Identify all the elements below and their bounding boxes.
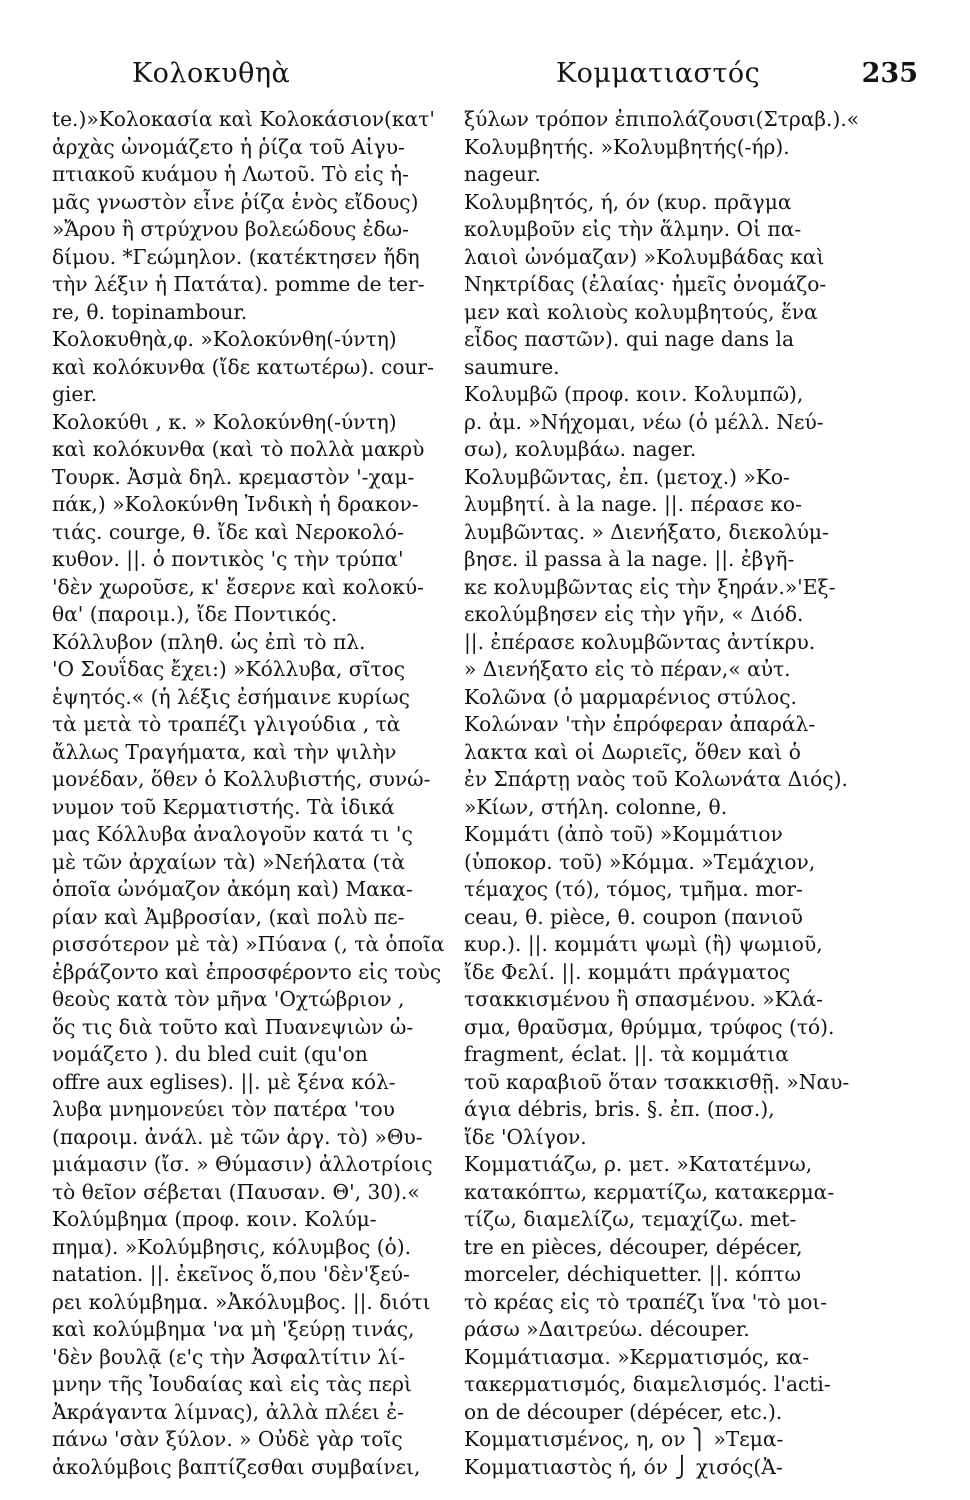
- text-line: morceler, déchiquetter. ||. κόπτω: [464, 1262, 801, 1286]
- text-line: καὶ κολόκυνθα (καὶ τὸ πολλὰ μακρὺ: [52, 437, 425, 461]
- text-line: σμα, θραῦσμα, θρύμμα, τρύφος (τό).: [464, 1014, 835, 1039]
- text-line: ἑψητός.« (ἡ λέξις ἐσήμαινε κυρίως: [52, 684, 410, 709]
- text-line: Κομματισμένος, η, ον ⎫ »Τεμα-: [464, 1427, 784, 1451]
- text-line: τὴν λέξιν ἡ Πατάτα). pomme de ter-: [52, 272, 425, 296]
- text-line: Κολοκύθι , κ. » Κολοκύνθη(-ύντη): [52, 409, 397, 434]
- text-line: ρ. ἀμ. »Νήχομαι, νέω (ὁ μέλλ. Νεύ-: [464, 409, 824, 434]
- text-line: τσακκισμένου ἢ σπασμένου. »Κλά-: [464, 987, 823, 1011]
- text-line: κατακόπτω, κερματίζω, κατακερμα-: [464, 1179, 835, 1204]
- text-line: Κολυμβῶντας, ἐπ. (μετοχ.) »Κο-: [464, 464, 790, 489]
- text-line: θεοὺς κατὰ τὸν μῆνα 'Οχτώβριον ,: [52, 987, 405, 1011]
- text-line: νομάζετο ). du bled cuit (qu'on: [52, 1042, 368, 1066]
- text-line: 'Ο Σουΐδας ἔχει:) »Κόλλυβα, σῖτος: [52, 657, 406, 681]
- text-line: Κομμάτι (ἀπὸ τοῦ) »Κομμάτιον: [464, 822, 783, 846]
- text-line: ρισσότερον μὲ τὰ) »Πύανα (, τὰ ὁποῖα: [52, 932, 445, 956]
- text-line: ||. ἐπέρασε κολυμβῶντας ἀντίκρυ.: [464, 629, 816, 654]
- text-line: nageur.: [464, 162, 541, 186]
- text-line: Κολύμβημα (προφ. κοιν. Κολύμ-: [52, 1207, 377, 1231]
- text-line: λαιοὶ ὠνόμαζαν) »Κολυμβάδας καὶ: [464, 244, 825, 269]
- text-line: on de découper (dépécer, etc.).: [464, 1399, 783, 1424]
- text-line: Κολοκυθηὰ,φ. »Κολοκύνθη(-ύντη): [52, 327, 397, 351]
- text-line: τὸ θεῖον σέβεται (Παυσαν. Θ', 30).«: [52, 1179, 420, 1204]
- text-line: πτιακοῦ κυάμου ἡ Λωτοῦ. Τὸ εἰς ἡ-: [52, 162, 409, 186]
- text-line: » Διενήξατο εἰς τὸ πέραν,« αὐτ.: [464, 657, 791, 681]
- text-line: λυμβῶντας. » Διενήξατο, διεκολύμ-: [464, 519, 829, 544]
- text-line: ὅς τις διὰ τοῦτο καὶ Πυανεψιὼν ὠ-: [52, 1014, 414, 1039]
- text-line: ξύλων τρόπον ἐπιπολάζουσι(Στραβ.).«: [464, 107, 860, 131]
- text-line: τιάς. courge, θ. ἴδε καὶ Νεροκολό-: [52, 519, 404, 544]
- text-line: πάκ,) »Κολοκύνθη Ἰνδικὴ ἡ δρακον-: [52, 492, 419, 516]
- text-line: ἐβράζοντο καὶ ἐπροσφέροντο εἰς τοὺς: [52, 959, 442, 984]
- text-line: ἄλλως Τραγήματα, καὶ τὴν ψιλὴν: [52, 739, 397, 764]
- text-line: ceau, θ. pièce, θ. coupon (πανιοῦ: [464, 904, 803, 929]
- text-line: λακτα καὶ οἱ Δωριεῖς, ὅθεν καὶ ὁ: [464, 739, 801, 764]
- text-line: μνην τῆς Ἰουδαίας καὶ εἰς τὰς περὶ: [52, 1372, 412, 1396]
- right-headword: Κομματιαστός: [556, 58, 761, 89]
- left-column: [52, 106, 472, 1481]
- text-line: εἶδος παστῶν). qui nage dans la: [464, 327, 795, 351]
- text-line: te.)»Κολοκασία καὶ Κολοκάσιον(κατ': [52, 107, 435, 131]
- text-line: τοῦ καραβιοῦ ὅταν τσακκισθῇ. »Ναυ-: [464, 1069, 850, 1094]
- text-line: θα' (παροιμ.), ἴδε Ποντικός.: [52, 602, 338, 626]
- text-line: τέμαχος (τό), τόμος, τμῆμα. mor-: [464, 877, 803, 901]
- text-line: ρίαν καὶ Ἀμβροσίαν, (καὶ πολὺ πε-: [52, 904, 405, 929]
- text-line: Νηκτρίδας (ἐλαίας· ἡμεῖς ὀνομάζο-: [464, 272, 827, 296]
- right-column: [464, 106, 885, 1481]
- text-line: Ἀκράγαντα λίμνας), ἀλλὰ πλέει ἐ-: [52, 1399, 404, 1424]
- text-line: Κολυμβῶ (προφ. κοιν. Κολυμπῶ),: [464, 382, 804, 406]
- text-line: κε κολυμβῶντας εἰς τὴν ξηράν.»'Εξ-: [464, 574, 836, 599]
- text-line: άγια débris, bris. §. ἐπ. (ποσ.),: [464, 1097, 775, 1121]
- text-line: ἀρχὰς ὠνομάζετο ἡ ῥίζα τοῦ Αἰγυ-: [52, 134, 405, 159]
- text-line: gier.: [52, 382, 98, 406]
- text-line: μιάμασιν (ἴσ. » Θύμασιν) ἀλλοτρίοις: [52, 1152, 433, 1176]
- text-line: 'δὲν βουλᾷ (ε'ς τὴν Ἀσφαλτίτιν λί-: [52, 1344, 406, 1369]
- text-line: natation. ||. ἐκεῖνος ὅ,που 'δὲν'ξεύ-: [52, 1262, 410, 1286]
- text-line: τὸ κρέας εἰς τὸ τραπέζι ἵνα 'τὸ μοι-: [464, 1289, 828, 1314]
- text-line: βησε. il passa à la nage. ||. ἐβγῆ-: [464, 547, 795, 571]
- text-line: μᾶς γνωστὸν εἶνε ῥίζα ἑνὸς εἴδους): [52, 189, 419, 214]
- text-line: τὰ μετὰ τὸ τραπέζι γλιγούδια , τὰ: [52, 712, 401, 736]
- text-line: κυθον. ||. ὁ ποντικὸς 'ς τὴν τρύπα': [52, 547, 404, 571]
- text-line: καὶ κολόκυνθα (ἴδε κατωτέρω). cour-: [52, 354, 434, 379]
- text-line: »Ἄρου ἢ στρύχνου βολεώδους ἐδω-: [52, 217, 409, 241]
- text-line: κολυμβοῦν εἰς τὴν ἅλμην. Οἱ πα-: [464, 217, 802, 241]
- text-line: offre aux eglises). ||. μὲ ξένα κόλ-: [52, 1069, 396, 1094]
- text-line: Κολυμβητής. »Κολυμβητής(-ήρ).: [464, 134, 790, 159]
- text-line: Κολυμβητός, ή, όν (κυρ. πρᾶγμα: [464, 189, 792, 214]
- text-line: Κομμάτιασμα. »Κερματισμός, κα-: [464, 1344, 810, 1369]
- text-line: ἴδε Φελί. ||. κομμάτι πράγματος: [464, 959, 791, 984]
- text-line: πάνω 'σὰν ξύλον. » Οὐδὲ γὰρ τοῖς: [52, 1427, 403, 1451]
- text-line: ρει κολύμβημα. »Ἀκόλυμβος. ||. διότι: [52, 1289, 431, 1314]
- text-line: ἐν Σπάρτῃ ναὸς τοῦ Κολωνάτα Διός).: [464, 767, 848, 791]
- text-line: δίμου. *Γεώμηλον. (κατέκτησεν ἤδη: [52, 244, 420, 269]
- text-line: Κόλλυβον (πληθ. ὡς ἐπὶ τὸ πλ.: [52, 629, 366, 654]
- text-line: καὶ κολύμβημα 'να μὴ 'ξεύρῃ τινάς,: [52, 1317, 415, 1341]
- text-line: Κομματιαστὸς ή, όν ⎭ χισός(Ἀ-: [464, 1454, 783, 1479]
- text-line: (παροιμ. ἀνάλ. μὲ τῶν ἀργ. τὸ) »Θυ-: [52, 1124, 423, 1149]
- text-line: fragment, éclat. ||. τὰ κομμάτια: [464, 1042, 789, 1066]
- text-line: ἴδε 'Ολίγον.: [464, 1124, 587, 1149]
- text-line: μονέδαν, ὅθεν ὁ Κολλυβιστής, συνώ-: [52, 767, 431, 791]
- running-head: [60, 58, 918, 98]
- text-line: πημα). »Κολύμβησις, κόλυμβος (ὁ).: [52, 1234, 412, 1259]
- text-line: 'δὲν χωροῦσε, κ' ἔσερνε καὶ κολοκύ-: [52, 574, 424, 599]
- text-line: Κολῶνα (ὁ μαρμαρένιος στύλος.: [464, 684, 797, 709]
- text-line: λυβα μνημονεύει τὸν πατέρα 'του: [52, 1097, 395, 1121]
- text-line: κυρ.). ||. κομμάτι ψωμὶ (ἢ) ψωμιοῦ,: [464, 932, 823, 956]
- text-line: εκολύμβησεν εἰς τὴν γῆν, « Διόδ.: [464, 602, 804, 626]
- text-line: ὁποῖα ὠνόμαζον ἀκόμη καὶ) Μακα-: [52, 877, 413, 901]
- text-line: σω), κολυμβάω. nager.: [464, 437, 697, 461]
- text-line: ράσω »Δαιτρεύω. découper.: [464, 1317, 750, 1341]
- text-line: μὲ τῶν ἀρχαίων τὰ) »Νεήλατα (τὰ: [52, 849, 406, 874]
- text-line: tre en pièces, découper, dépécer,: [464, 1234, 803, 1259]
- text-line: Κομματιάζω, ρ. μετ. »Κατατέμνω,: [464, 1152, 813, 1176]
- left-headword: Κολοκυθηὰ: [132, 58, 291, 89]
- text-line: saumure.: [464, 354, 560, 379]
- text-line: re, θ. topinambour.: [52, 299, 248, 324]
- text-line: ἀκολύμβοις βαπτίζεσθαι συμβαίνει,: [52, 1454, 421, 1479]
- text-line: μεν καὶ κολιοὺς κολυμβητούς, ἕνα: [464, 299, 818, 324]
- text-line: τίζω, διαμελίζω, τεμαχίζω. met-: [464, 1207, 797, 1231]
- text-line: Τουρκ. Ἀσμὰ δηλ. κρεμαστὸν '-χαμ-: [52, 464, 415, 489]
- text-line: (ὑποκορ. τοῦ) »Κόμμα. »Τεμάχιον,: [464, 849, 816, 874]
- text-line: μας Κόλλυβα ἀναλογοῦν κατά τι 'ς: [52, 822, 413, 846]
- text-line: »Κίων, στήλη. colonne, θ.: [464, 794, 728, 819]
- text-line: νυμον τοῦ Κερματιστής. Τὰ ἰδικά: [52, 794, 395, 819]
- page-number: 235: [861, 58, 918, 89]
- text-line: λυμβητί. à la nage. ||. πέρασε κο-: [464, 492, 802, 516]
- text-line: Κολώναν 'τὴν ἐπρόφεραν ἀπαράλ-: [464, 712, 816, 736]
- text-line: τακερματισμός, διαμελισμός. l'acti-: [464, 1372, 831, 1396]
